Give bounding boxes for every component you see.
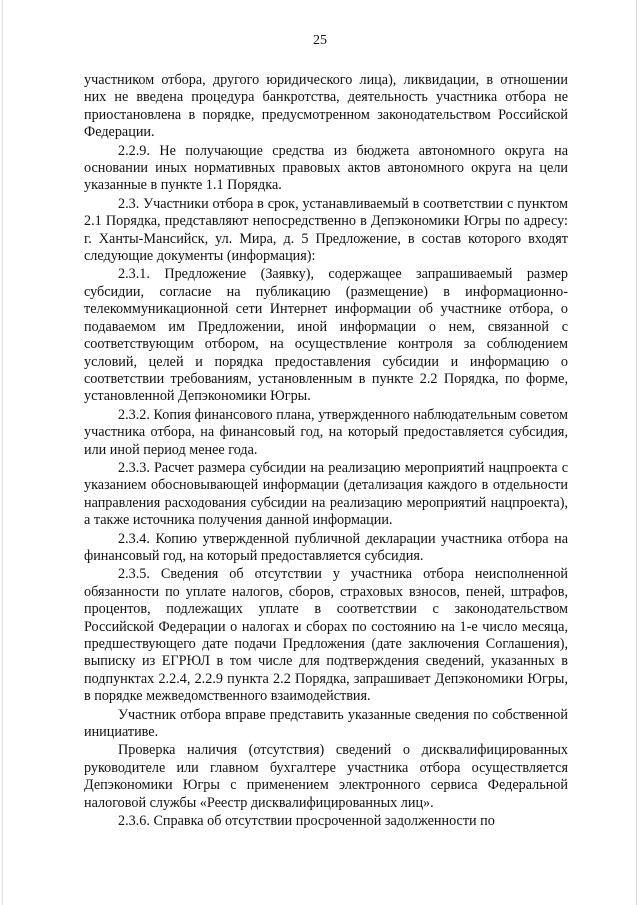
paragraph-2-3-5: 2.3.5. Сведения об отсутствии у участника отбора неисполненной обязанности по уплате налогов, сборов, страховых взносов, пеней, штрафов, процентов, подлежащих уплате в соответствии с законодательством Российской Федерации о налогах и сборах по состоянию на 1-е число месяца, предшествующего дате подачи Предложения (дате заключения Соглашения), выписку из ЕГРЮЛ в том числе для подтверждения сведений, указанных в подпунктах 2.2.4, 2.2.9 пункта 2.2 Порядка, запрашивает Депэкономики Югры, в порядке межведомственного взаимодействия.	[84, 566, 568, 705]
document-body	[84, 72, 568, 830]
paragraph-disqualification-check: Проверка наличия (отсутствия) сведений о дисквалифицированных руководителе или главном бухгалтере участника отбора осуществляется Депэкономики Югры с применением электронного сервиса Федеральной налоговой службы «Реестр дисквалифицированных лиц».	[84, 742, 568, 811]
paragraph-2-3: 2.3. Участники отбора в срок, устанавливаемый в соответствии с пунктом 2.1 Порядка, представляют непосредственно в Депэкономики Югры по адресу: г. Ханты-Мансийск, ул. Мира, д. 5 Предложение, в состав которого входят следующие документы (информация):	[84, 195, 568, 265]
paragraph-2-3-1: 2.3.1. Предложение (Заявку), содержащее запрашиваемый размер субсидии, согласие на публикацию (размещение) в информационно-телекоммуникационной сети Интернет информации об участнике отбора, о подаваемом им Предложении, иной информации о нем, связанной с соответствующим отбором, на осуществление контроля за соблюдением условий, целей и порядка предоставления субсидии и информацию о соответствии требованиям, установленным в пункте 2.2 Порядка, по форме, установленной Депэкономики Югры.	[84, 266, 568, 405]
paragraph-2-3-4: 2.3.4. Копию утвержденной публичной декларации участника отбора на финансовый год, на который предоставляется субсидия.	[84, 530, 568, 564]
paragraph-2-3-2: 2.3.2. Копия финансового плана, утвержденного наблюдательным советом участника отбора, на финансовый год, на который предоставляется субсидия, или иной период менее года.	[84, 406, 568, 458]
scan-edge-left	[2, 0, 3, 905]
paragraph-2-2-9: 2.2.9. Не получающие средства из бюджета автономного округа на основании иных нормативных правовых актов автономного округа на цели указанные в пункте 1.1 Порядка.	[84, 142, 568, 194]
paragraph-2-3-6: 2.3.6. Справка об отсутствии просроченной задолженности по	[118, 813, 495, 830]
paragraph-own-initiative: Участник отбора вправе представить указанные сведения по собственной инициативе.	[84, 706, 568, 741]
scan-edge-right	[636, 0, 637, 905]
page-number: 25	[313, 33, 327, 48]
paragraph-2-3-3: 2.3.3. Расчет размера субсидии на реализацию мероприятий нацпроекта с указанием обосновывающей информации (детализация каждого в отдельности направления расходования субсидии на реализацию мероприятий нацпроекта), а также источника получения данной информации.	[84, 459, 568, 529]
paragraph-continuation: участником отбора, другого юридического лица), ликвидации, в отношении них не введена процедура банкротства, деятельность участника отбора не приостановлена в порядке, предусмотренном законодательством Российской Федерации.	[84, 72, 568, 141]
